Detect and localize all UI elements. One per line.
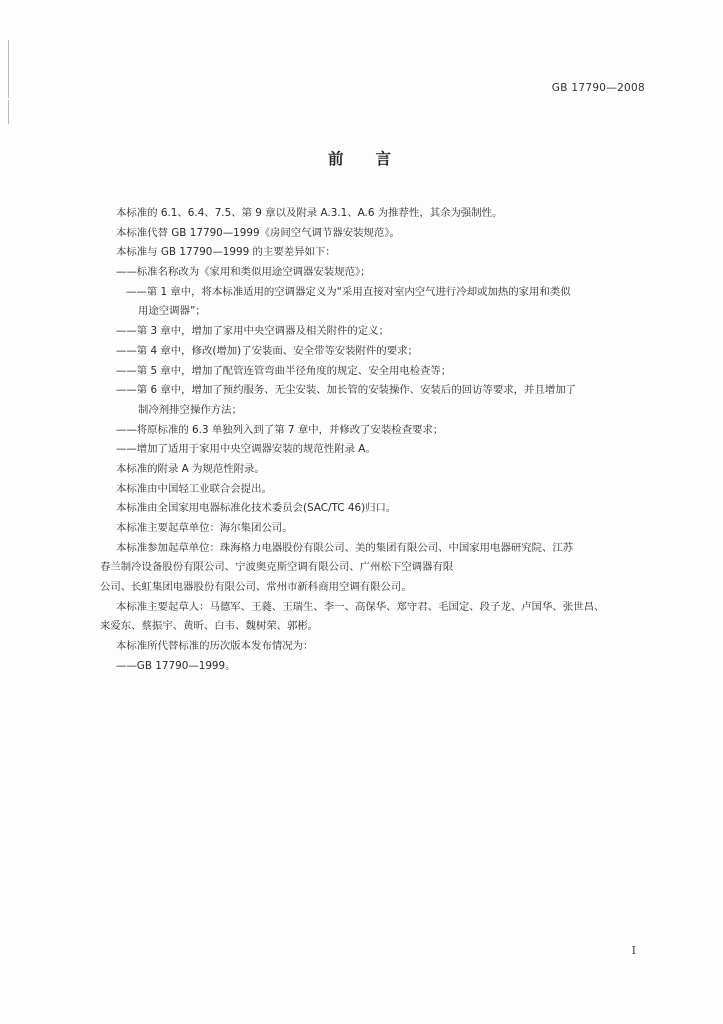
list-item-line: ——第 1 章中，将本标准适用的空调器定义为“采用直接对室内空气进行冷却或加热的家用和类似 — [126, 285, 571, 298]
list-item-line: ——增加了适用于家用中央空调器安装的规范性附录 A。 — [116, 443, 376, 456]
list-item-line: ——GB 17790—1999。 — [116, 659, 236, 672]
list-item-line: ——第 6 章中，增加了预约服务、无尘安装、加长管的安装操作、安装后的回访等要求，并且增加了 — [116, 384, 577, 397]
paragraph-line: 本标准代替 GB 17790—1999《房间空气调节器安装规范》。 — [116, 226, 400, 239]
scan-edge-mark — [8, 40, 9, 98]
paragraph-line: 本标准的附录 A 为规范性附录。 — [116, 462, 265, 475]
paragraph-line: 本标准的 6.1、6.4、7.5、第 9 章以及附录 A.3.1、A.6 为推荐性，其余为强制性。 — [116, 207, 503, 219]
list-item-line: ——第 4 章中，修改(增加)了安装面、安全带等安装附件的要求； — [116, 344, 418, 357]
paragraph-line: 本标准由全国家用电器标准化技术委员会(SAC/TC 46)归口。 — [116, 502, 397, 515]
paragraph-line: 本标准由中国轻工业联合会提出。 — [116, 482, 272, 495]
foreword-body — [100, 204, 660, 677]
page-number: I — [631, 944, 636, 957]
list-item-continuation: 制冷剂排空操作方法； — [138, 403, 242, 416]
paragraph-line: 本标准与 GB 17790—1999 的主要差异如下： — [116, 246, 336, 259]
paragraph-continuation: 春兰制冷设备股份有限公司、宁波奥克斯空调有限公司、广州松下空调器有限 — [100, 561, 454, 574]
standard-code-header: GB 17790—2008 — [551, 82, 645, 94]
scan-edge-mark — [8, 100, 9, 124]
list-item-line: ——第 3 章中，增加了家用中央空调器及相关附件的定义； — [116, 325, 389, 338]
paragraph-line: 本标准主要起草单位：海尔集团公司。 — [116, 522, 293, 534]
list-item-line: ——将原标准的 6.3 单独列入到了第 7 章中，并修改了安装检查要求； — [116, 423, 444, 436]
page-title: 前言 — [327, 150, 423, 168]
paragraph-line: 本标准所代替标准的历次版本发布情况为： — [116, 640, 314, 653]
paragraph-continuation: 公司、长虹集团电器股份有限公司、常州市新科商用空调有限公司。 — [100, 581, 412, 594]
list-item-continuation: 用途空调器”； — [138, 305, 206, 318]
list-item-line: ——第 5 章中，增加了配管连管弯曲半径角度的规定、安全用电检查等； — [116, 364, 452, 377]
list-item-line: ——标准名称改为《家用和类似用途空调器安装规范》； — [116, 266, 371, 279]
paragraph-continuation: 来爱东、蔡振宇、黄昕、白韦、魏树荣、郭彬。 — [100, 620, 319, 633]
paragraph-line: 本标准参加起草单位：珠海格力电器股份有限公司、美的集团有限公司、中国家用电器研究院、江苏 — [116, 541, 574, 554]
paragraph-line: 本标准主要起草人：马德军、王蕤、王瑞生、李一、高保华、郑守君、毛国定、段子龙、卢国华、张世昌、 — [116, 600, 605, 613]
